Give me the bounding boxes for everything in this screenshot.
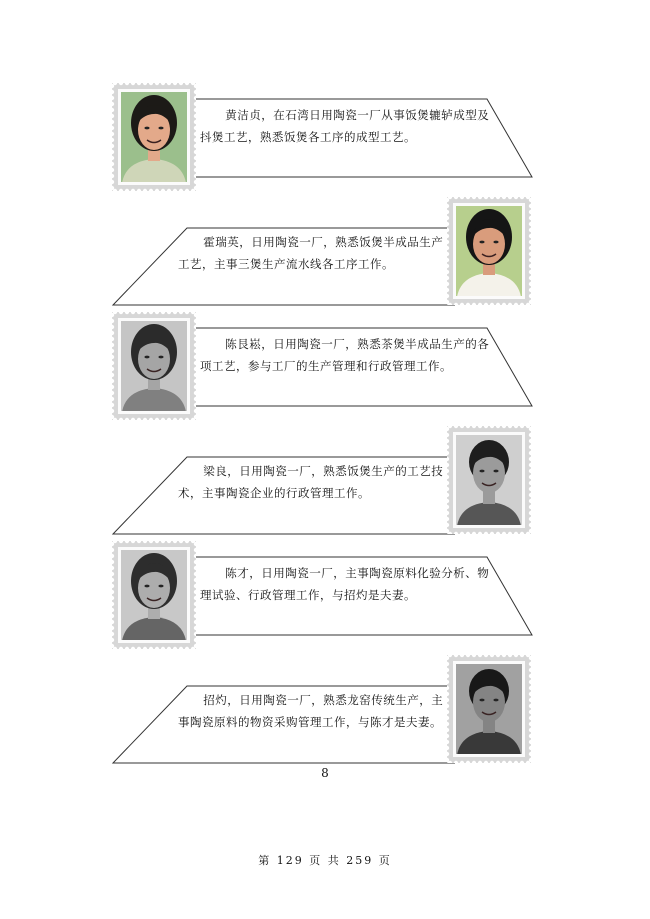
man-portrait-icon bbox=[447, 655, 531, 763]
page-number: 8 bbox=[321, 766, 329, 780]
man-portrait-icon bbox=[447, 426, 531, 534]
profile-entry bbox=[0, 655, 650, 767]
woman-portrait-icon bbox=[447, 197, 531, 305]
profile-entry bbox=[0, 83, 650, 195]
profile-description: 霍瑞英，日用陶瓷一厂，熟悉饭煲半成品生产工艺，主事三煲生产流水线各工序工作。 bbox=[178, 235, 444, 271]
page-footer: 第 129 页 共 259 页 bbox=[258, 854, 392, 867]
woman-portrait-icon bbox=[112, 312, 196, 420]
profile-description: 陈才，日用陶瓷一厂，主事陶瓷原料化验分析、物理试验、行政管理工作，与招灼是夫妻。 bbox=[200, 566, 490, 602]
profile-description: 梁良，日用陶瓷一厂，熟悉饭煲生产的工艺技术，主事陶瓷企业的行政管理工作。 bbox=[178, 464, 444, 500]
profile-entry bbox=[0, 312, 650, 424]
woman-portrait-icon bbox=[112, 83, 196, 191]
profile-description: 招灼，日用陶瓷一厂，熟悉龙窑传统生产，主事陶瓷原料的物资采购管理工作，与陈才是夫妻。 bbox=[178, 693, 444, 729]
woman-portrait-icon bbox=[112, 541, 196, 649]
profile-entry bbox=[0, 426, 650, 538]
profile-entry bbox=[0, 197, 650, 309]
profile-entry bbox=[0, 541, 650, 653]
profile-description: 陈艮崧，日用陶瓷一厂，熟悉茶煲半成品生产的各项工艺，参与工厂的生产管理和行政管理工作。 bbox=[200, 337, 490, 373]
profile-description: 黄洁贞，在石湾日用陶瓷一厂从事饭煲辘轳成型及抖煲工艺，熟悉饭煲各工序的成型工艺。 bbox=[200, 108, 490, 144]
